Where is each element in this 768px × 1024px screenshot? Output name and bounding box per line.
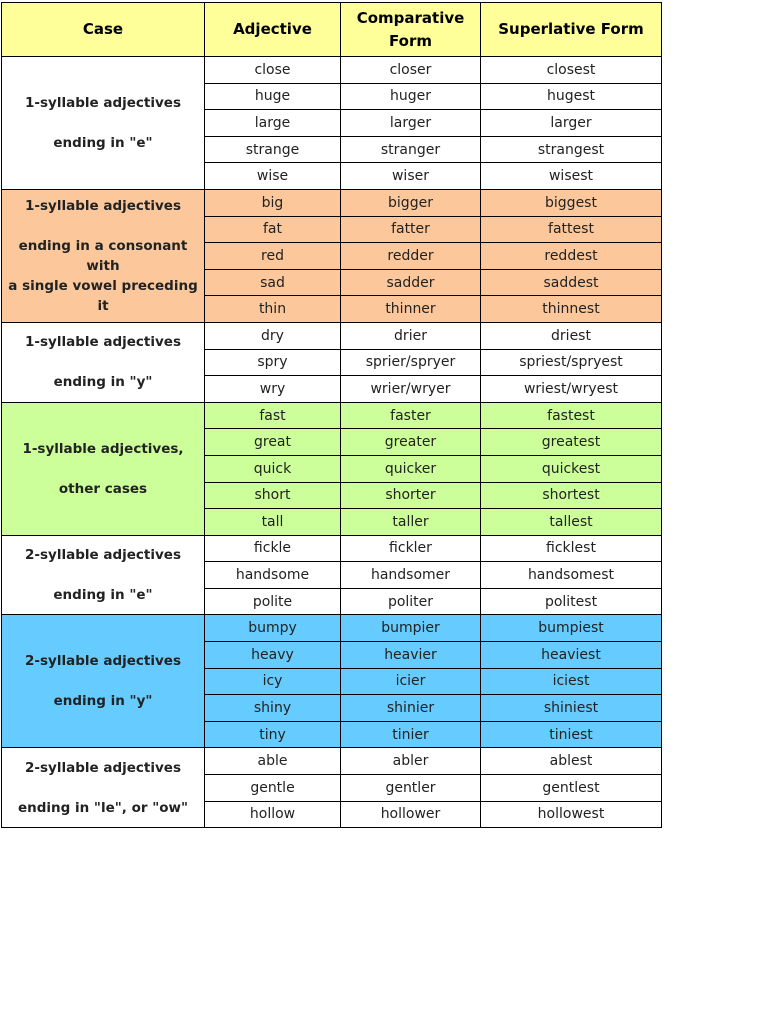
adjective-cell: fast	[205, 402, 341, 429]
adjective-cell: heavy	[205, 642, 341, 669]
table-row	[2, 402, 662, 429]
comparative-cell: quicker	[341, 455, 481, 482]
table-row	[2, 57, 662, 84]
comparative-cell: bigger	[341, 189, 481, 216]
adjective-cell: fat	[205, 216, 341, 243]
comparative-cell: fickler	[341, 535, 481, 562]
superlative-cell: heaviest	[481, 642, 662, 669]
superlative-cell: politest	[481, 588, 662, 615]
adjective-cell: bumpy	[205, 615, 341, 642]
adjective-comparison-table	[1, 2, 662, 828]
case-cell	[2, 57, 205, 190]
table-row	[2, 189, 662, 216]
case-label-line: other cases	[58, 480, 148, 497]
adjective-cell: wry	[205, 376, 341, 403]
comparative-cell: gentler	[341, 775, 481, 802]
comparative-cell: abler	[341, 748, 481, 775]
case-label-line: 1-syllable adjectives,	[22, 440, 184, 457]
adjective-cell: spry	[205, 349, 341, 376]
adjective-cell: great	[205, 429, 341, 456]
superlative-cell: fastest	[481, 402, 662, 429]
superlative-cell: wisest	[481, 163, 662, 190]
case-line-gap	[2, 671, 204, 691]
adjective-cell: red	[205, 243, 341, 270]
comparative-cell: taller	[341, 509, 481, 536]
superlative-cell: driest	[481, 322, 662, 349]
case-line-gap	[2, 216, 204, 236]
adjective-cell: able	[205, 748, 341, 775]
adjective-cell: strange	[205, 136, 341, 163]
comparative-cell: tinier	[341, 721, 481, 748]
case-line-gap	[2, 565, 204, 585]
superlative-cell: handsomest	[481, 562, 662, 589]
case-cell	[2, 189, 205, 322]
adjective-cell: huge	[205, 83, 341, 110]
table-body	[2, 57, 662, 828]
comparative-cell: larger	[341, 110, 481, 137]
comparative-cell: closer	[341, 57, 481, 84]
case-label-line: 1-syllable adjectives	[25, 94, 181, 111]
superlative-cell: gentlest	[481, 775, 662, 802]
case-label-line: 2-syllable adjectives	[25, 759, 181, 776]
superlative-cell: spriest/spryest	[481, 349, 662, 376]
comparative-cell: greater	[341, 429, 481, 456]
superlative-cell: tiniest	[481, 721, 662, 748]
adjective-cell: wise	[205, 163, 341, 190]
superlative-cell: shiniest	[481, 695, 662, 722]
adjective-cell: hollow	[205, 801, 341, 828]
superlative-cell: reddest	[481, 243, 662, 270]
adjective-cell: dry	[205, 322, 341, 349]
adjective-cell: icy	[205, 668, 341, 695]
case-line-gap	[2, 778, 204, 798]
table-row	[2, 322, 662, 349]
superlative-cell: iciest	[481, 668, 662, 695]
comparative-cell: sadder	[341, 269, 481, 296]
comparative-cell: thinner	[341, 296, 481, 323]
superlative-cell: quickest	[481, 455, 662, 482]
case-line-gap	[2, 113, 204, 133]
case-label-line: ending in a consonant with	[18, 237, 188, 274]
superlative-cell: biggest	[481, 189, 662, 216]
table-row	[2, 615, 662, 642]
adjective-cell: big	[205, 189, 341, 216]
adjective-cell: thin	[205, 296, 341, 323]
adjective-cell: polite	[205, 588, 341, 615]
comparative-cell: politer	[341, 588, 481, 615]
case-line-gap	[2, 352, 204, 372]
comparative-cell: heavier	[341, 642, 481, 669]
case-label-line: a single vowel preceding it	[8, 277, 198, 314]
superlative-cell: bumpiest	[481, 615, 662, 642]
header-comparative: Comparative Form	[341, 3, 481, 57]
case-label-line: 1-syllable adjectives	[25, 334, 181, 351]
superlative-cell: greatest	[481, 429, 662, 456]
comparative-cell: redder	[341, 243, 481, 270]
adjective-cell: fickle	[205, 535, 341, 562]
comparative-cell: hollower	[341, 801, 481, 828]
superlative-cell: strangest	[481, 136, 662, 163]
header-superlative: Superlative Form	[481, 3, 662, 57]
comparative-cell: handsomer	[341, 562, 481, 589]
superlative-cell: ablest	[481, 748, 662, 775]
superlative-cell: shortest	[481, 482, 662, 509]
case-label-line: 2-syllable adjectives	[25, 653, 181, 670]
comparative-cell: bumpier	[341, 615, 481, 642]
comparative-cell: shinier	[341, 695, 481, 722]
case-cell	[2, 748, 205, 828]
comparative-cell: shorter	[341, 482, 481, 509]
superlative-cell: larger	[481, 110, 662, 137]
superlative-cell: ficklest	[481, 535, 662, 562]
case-cell	[2, 322, 205, 402]
comparative-cell: drier	[341, 322, 481, 349]
comparative-cell: sprier/spryer	[341, 349, 481, 376]
header-adjective: Adjective	[205, 3, 341, 57]
comparative-cell: fatter	[341, 216, 481, 243]
superlative-cell: thinnest	[481, 296, 662, 323]
adjective-cell: tall	[205, 509, 341, 536]
adjective-cell: close	[205, 57, 341, 84]
superlative-cell: fattest	[481, 216, 662, 243]
superlative-cell: hugest	[481, 83, 662, 110]
case-label-line: ending in "y"	[53, 693, 153, 710]
superlative-cell: tallest	[481, 509, 662, 536]
superlative-cell: closest	[481, 57, 662, 84]
superlative-cell: hollowest	[481, 801, 662, 828]
comparative-cell: huger	[341, 83, 481, 110]
comparative-cell: stranger	[341, 136, 481, 163]
adjective-cell: large	[205, 110, 341, 137]
case-label-line: ending in "le", or "ow"	[17, 799, 189, 816]
adjective-cell: short	[205, 482, 341, 509]
comparative-cell: wrier/wryer	[341, 376, 481, 403]
case-line-gap	[2, 459, 204, 479]
superlative-cell: saddest	[481, 269, 662, 296]
comparative-cell: wiser	[341, 163, 481, 190]
superlative-cell: wriest/wryest	[481, 376, 662, 403]
adjective-cell: gentle	[205, 775, 341, 802]
adjective-cell: sad	[205, 269, 341, 296]
table-row	[2, 748, 662, 775]
table-row	[2, 535, 662, 562]
case-cell	[2, 535, 205, 615]
case-cell	[2, 402, 205, 535]
case-label-line: ending in "e"	[53, 134, 153, 151]
adjective-cell: shiny	[205, 695, 341, 722]
case-label-line: 2-syllable adjectives	[25, 547, 181, 564]
comparative-cell: icier	[341, 668, 481, 695]
header-row	[2, 3, 662, 57]
adjective-cell: handsome	[205, 562, 341, 589]
comparative-cell: faster	[341, 402, 481, 429]
adjective-cell: quick	[205, 455, 341, 482]
case-label-line: ending in "y"	[53, 374, 153, 391]
case-cell	[2, 615, 205, 748]
adjective-cell: tiny	[205, 721, 341, 748]
case-label-line: 1-syllable adjectives	[25, 197, 181, 214]
header-case: Case	[2, 3, 205, 57]
case-label-line: ending in "e"	[53, 587, 153, 604]
